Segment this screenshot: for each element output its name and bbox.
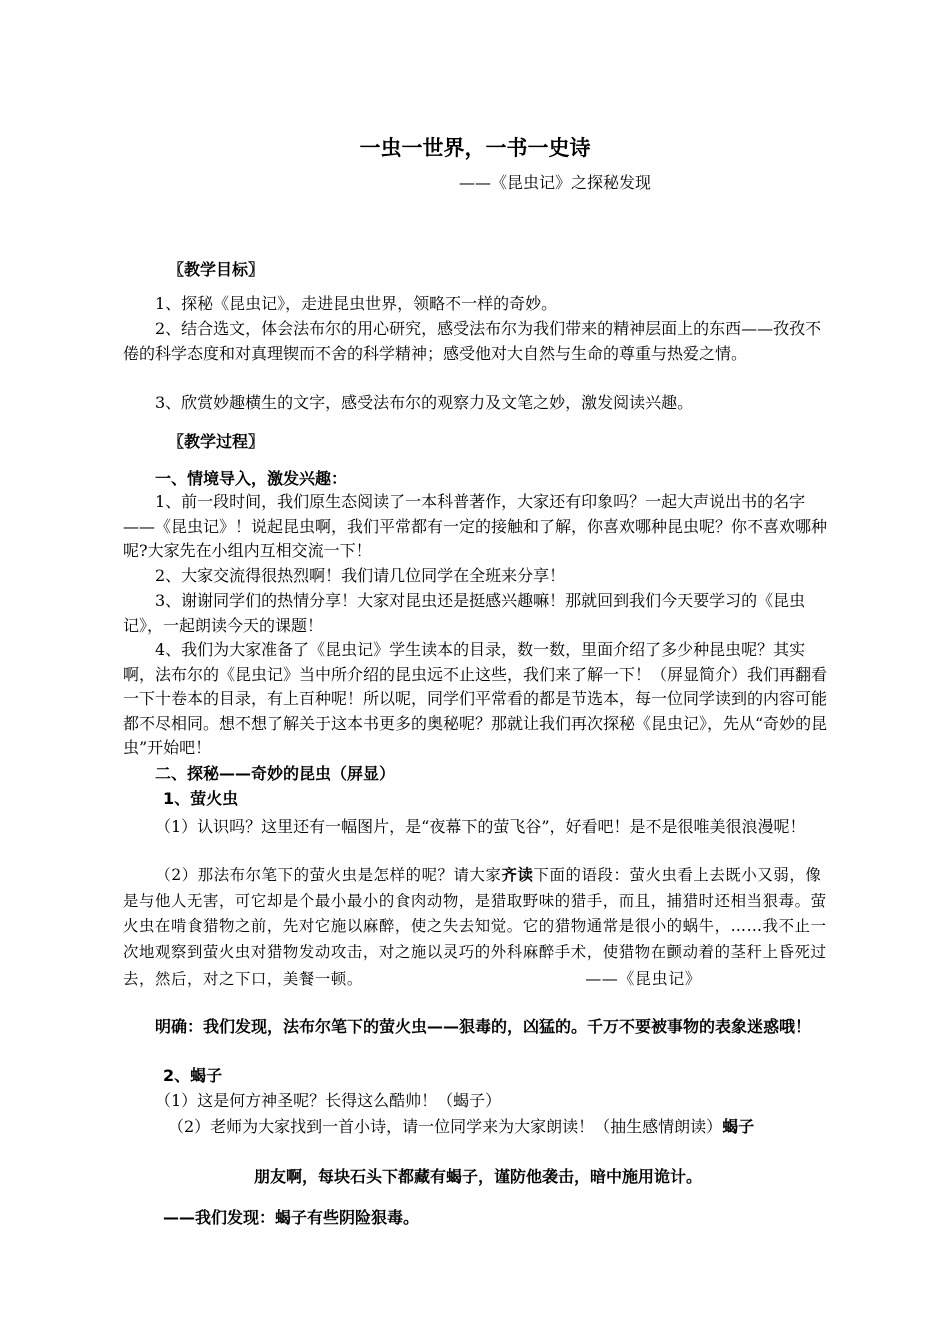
firefly-para-2 — [123, 863, 833, 993]
section1-para-2: 2、大家交流得很热烈啊！我们请几位同学在全班来分享！ — [155, 566, 566, 585]
firefly-citation: ——《昆虫记》 — [585, 968, 702, 988]
firefly-para-2-lead: （2）那法布尔笔下的萤火虫是怎样的呢？请大家 — [155, 866, 502, 884]
section1-heading: 一、情境导入，激发兴趣： — [155, 469, 348, 488]
firefly-para-2-tail: 下面的语段： — [533, 866, 630, 884]
goal-item-3: 3、欣赏妙趣横生的文字，感受法布尔的观察力及文笔之妙，激发阅读兴趣。 — [155, 393, 694, 412]
section1-para-3: 3、谢谢同学们的热情分享！大家对昆虫还是挺感兴趣嘛！那就回到我们今天要学习的《昆虫记》，一起朗读今天的课题！ — [123, 591, 806, 635]
firefly-read-aloud: 齐读 — [501, 866, 534, 884]
section2-heading: 二、探秘——奇妙的昆虫（屏显） — [155, 764, 396, 783]
firefly-para-1: （1）认识吗？这里还有一幅图片，是“夜幕下的萤飞谷”，好看吧！是不是很唯美很浪漫呢！ — [155, 817, 806, 836]
page-subtitle: ——《昆虫记》之探秘发现 — [458, 173, 651, 192]
scorpion-heading: 2、蝎子 — [163, 1066, 223, 1085]
firefly-heading: 1、萤火虫 — [163, 789, 239, 808]
goals-heading: 〖教学目标〗 — [168, 260, 265, 279]
goal-item-2: 2、结合选文，体会法布尔的用心研究，感受法布尔为我们带来的精神层面上的东西——孜孜不倦的科学态度和对真理锲而不舍的科学精神；感受他对大自然与生命的尊重与热爱之情。 — [123, 319, 822, 363]
scorpion-para-2 — [168, 1115, 833, 1140]
process-heading: 〖教学过程〗 — [168, 432, 265, 451]
firefly-quote: 萤火虫看上去既小又弱，像是与他人无害，可它却是个最小最小的食肉动物，是猎取野味的猎手，而且，捕猎时还相当狠毒。萤火虫在啃食猎物之前，先对它施以麻醉，使之失去知觉。它的猎物通常是很小的蜗牛，……我不止一次地观察到萤火虫对猎物发动攻击，对之施以灵巧的外科麻醉手术，使猎物在颤动着的茎秆上昏死过去，然后，对之下口，美餐一顿。 — [123, 866, 827, 988]
firefly-conclusion: 明确：我们发现，法布尔笔下的萤火虫——狠毒的，凶猛的。千万不要被事物的表象迷惑哦！ — [155, 1017, 812, 1036]
scorpion-para-1: （1）这是何方神圣呢？长得这么酷帅！（蝎子） — [155, 1091, 502, 1110]
section1-para-1: 1、前一段时间，我们原生态阅读了一本科普著作，大家还有印象吗？一起大声说出书的名字——《昆虫记》！说起昆虫啊，我们平常都有一定的接触和了解，你喜欢哪种昆虫呢？你不喜欢哪种呢?大家先在小组内互相交流一下！ — [123, 492, 828, 560]
scorpion-title: 蝎子 — [722, 1117, 755, 1136]
goal-item-1: 1、探秘《昆虫记》，走进昆虫世界，领略不一样的奇妙。 — [155, 294, 558, 313]
scorpion-conclusion: ——我们发现：蝎子有些阴险狠毒。 — [163, 1208, 420, 1227]
page-title: 一虫一世界，一书一史诗 — [359, 136, 591, 160]
scorpion-poem-line: 朋友啊，每块石头下都藏有蝎子，谨防他袭击，暗中施用诡计。 — [253, 1167, 702, 1186]
section1-para-4: 4、我们为大家准备了《昆虫记》学生读本的目录，数一数，里面介绍了多少种昆虫呢？其实啊，法布尔的《昆虫记》当中所介绍的昆虫远不止这些，我们来了解一下！（屏显简介）我们再翻看一下十卷本的目录，有上百种呢！所以呢，同学们平常看的都是节选本，每一位同学读到的内容可能都不尽相同。想不想了解关于这本书更多的奥秘呢？那就让我们再次探秘《昆虫记》，先从“奇妙的昆虫”开始吧！ — [123, 640, 828, 757]
scorpion-para-2-text: （2）老师为大家找到一首小诗，请一位同学来为大家朗读！（抽生感情朗读） — [168, 1117, 723, 1136]
